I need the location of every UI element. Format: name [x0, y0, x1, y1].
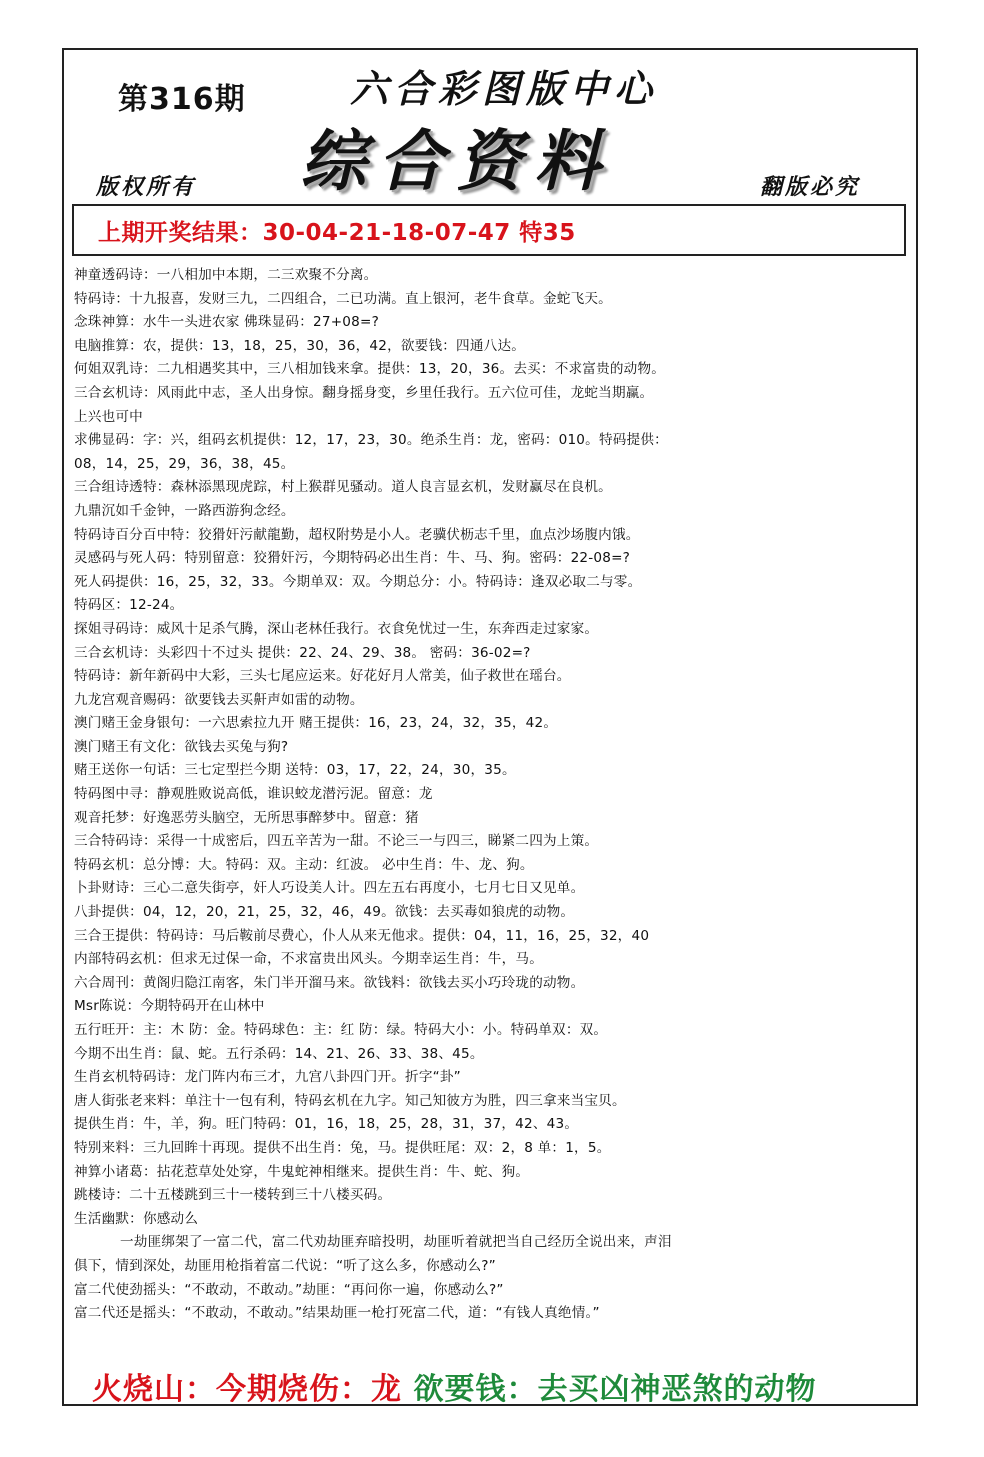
- text-line: 探姐寻码诗：威风十足杀气腾，深山老林任我行。衣食免忧过一生，东奔西走过家家。: [74, 620, 599, 637]
- story-line: 俱下，情到深处，劫匪用枪指着富二代说：“听了这么多，你感动么?”: [74, 1257, 496, 1274]
- text-line: 澳门赌王有文化：欲钱去买兔与狗?: [74, 738, 289, 755]
- text-line: 今期不出生肖：鼠、蛇。五行杀码：14、21、26、33、38、45。: [74, 1045, 484, 1062]
- publisher-title: 六合彩图版中心: [350, 66, 659, 111]
- footer-red-text: 火烧山：今期烧伤：龙: [92, 1372, 402, 1407]
- story-line: 富二代使劲摇头：“不敢动，不敢动。”劫匪：“再问你一遍，你感动么?”: [74, 1281, 504, 1298]
- text-line: 求佛显码：字：兴，组码玄机提供：12，17，23，30。绝杀生肖：龙，密码：010。特码提供：: [74, 432, 668, 449]
- text-line: 上兴也可中: [74, 408, 143, 425]
- main-title: 综合资料: [300, 122, 612, 200]
- text-line: 卜卦财诗：三心二意失街亭，奸人巧设美人计。四左五右再度小，七月七日又见单。: [74, 880, 585, 897]
- text-line: 跳楼诗：二十五楼跳到三十一楼转到三十八楼买码。: [74, 1187, 392, 1204]
- text-line: 内部特码玄机：但求无过保一命，不求富贵出风头。今期幸运生肖：牛，马。: [74, 951, 543, 968]
- text-line: 特码诗：新年新码中大彩，三头七尾应运来。好花好月人常美，仙子救世在瑶台。: [74, 668, 571, 685]
- copyright-right: 翻版必究: [760, 174, 861, 200]
- issue-number: 第316期: [118, 82, 246, 117]
- text-line: 特码玄机：总分博：大。特码：双。主动：红波。 必中生肖：牛、龙、狗。: [74, 856, 534, 873]
- text-line: 三合组诗透特：森林添黑现虎踪，村上猴群见骚动。道人良言显玄机，发财赢尽在良机。: [74, 479, 612, 496]
- last-draw-result: 上期开奖结果：30-04-21-18-07-47 特35: [98, 220, 576, 246]
- text-line: 观音托梦：好逸恶劳头脑空，无所思事醉梦中。留意：猪: [74, 809, 419, 826]
- text-line: 生肖玄机特码诗：龙门阵内布三才，九宫八卦四门开。折字“卦”: [74, 1069, 461, 1086]
- text-line: 赌王送你一句话：三七定型拦今期 送特：03，17，22，24，30，35。: [74, 762, 516, 779]
- text-line: 澳门赌王金身银句：一六思索拉九开 赌王提供：16，23，24，32，35，42。: [74, 715, 558, 732]
- text-line: 九龙宫观音赐码：欲要钱去买鼾声如雷的动物。: [74, 691, 364, 708]
- text-line: 何姐双乳诗：二九相遇奖其中，三八相加钱来拿。提供：13，20，36。去买：不求富贵的动物。: [74, 361, 666, 378]
- text-line: 五行旺开：主：木 防：金。特码球色：主：红 防：绿。特码大小：小。特码单双：双。: [74, 1022, 608, 1038]
- text-line: 神算小诸葛：拈花惹草处处穿，牛鬼蛇神相继来。提供生肖：牛、蛇、狗。: [74, 1163, 530, 1180]
- text-line: 08，14，25，29，36，38，45。: [74, 455, 295, 472]
- copyright-left: 版权所有: [96, 174, 197, 200]
- footer-banner: [92, 1364, 816, 1408]
- story-line: 富二代还是摇头：“不敢动，不敢动。”结果劫匪一枪打死富二代，道：“有钱人真绝情。”: [74, 1305, 600, 1322]
- footer-green-text: 欲要钱：去买凶神恶煞的动物: [402, 1372, 817, 1407]
- text-line: 三合特码诗：采得一十成密后，四五辛苦为一甜。不论三一与四三，睇紧二四为上策。: [74, 833, 599, 850]
- text-line: 特码区：12-24。: [74, 597, 184, 614]
- text-line: 特码诗：十九报喜，发财三九，二四组合，二已功满。直上银河，老牛食草。金蛇飞天。: [74, 290, 612, 307]
- text-line: 生活幽默：你感动么: [74, 1210, 199, 1227]
- text-line: 三合王提供：特码诗：马后鞍前尽费心，仆人从来无他求。提供：04，11，16，25，32，40: [74, 927, 650, 944]
- text-line: 念珠神算：水牛一头进农家 佛珠显码：27+08=?: [74, 314, 380, 331]
- text-line: 特码图中寻：静观胜败说高低，谁识蛟龙潜污泥。留意：龙: [74, 786, 433, 803]
- text-line: 六合周刊：黄阁归隐江南客，朱门半开溜马来。欲钱料：欲钱去买小巧玲珑的动物。: [74, 974, 585, 991]
- text-line: 死人码提供：16，25，32，33。今期单双：双。今期总分：小。特码诗：逢双必取二与零。: [74, 573, 642, 590]
- text-line: 八卦提供：04，12，20，21，25，32，46，49。欲钱：去买毒如狼虎的动物。: [74, 904, 575, 921]
- story-line: 一劫匪绑架了一富二代，富二代劝劫匪弃暗投明，劫匪听着就把当自己经历全说出来，声泪: [120, 1234, 672, 1251]
- text-line: 灵感码与死人码：特别留意：狡猾奸污，今期特码必出生肖：牛、马、狗。密码：22-08=?: [74, 550, 631, 567]
- text-line: 特码诗百分百中特：狡猾奸污献龍勤，超权附势是小人。老骥伏枥志千里，血点沙场腹内饿。: [74, 526, 640, 543]
- text-line: 提供生肖：牛，羊，狗。旺门特码：01，16，18，25，28，31，37，42、43。: [74, 1116, 579, 1133]
- content-lines: [74, 264, 910, 1326]
- text-line: 三合玄机诗：头彩四十不过头 提供：22、24、29、38。 密码：36-02=?: [74, 644, 531, 661]
- text-line: 唐人街张老来料：单注十一包有利，特码玄机在九字。知己知彼方为胜，四三拿来当宝贝。: [74, 1092, 626, 1109]
- text-line: 特别来料：三九回眸十再现。提供不出生肖：兔，马。提供旺尾：双：2，8 单：1，5。: [74, 1139, 611, 1156]
- text-line: 神童透码诗：一八相加中本期，二三欢聚不分离。: [74, 267, 378, 283]
- text-line: 九鼎沉如千金钟，一路西游狗念经。: [74, 502, 295, 519]
- text-line: Msr陈说：今期特码开在山林中: [74, 998, 265, 1015]
- text-line: 电脑推算：农，提供：13，18，25，30，36，42，欲要钱：四通八达。: [74, 337, 526, 354]
- text-line: 三合玄机诗：风雨此中志，圣人出身惊。翻身摇身变，乡里任我行。五六位可佳，龙蛇当期赢。: [74, 384, 654, 401]
